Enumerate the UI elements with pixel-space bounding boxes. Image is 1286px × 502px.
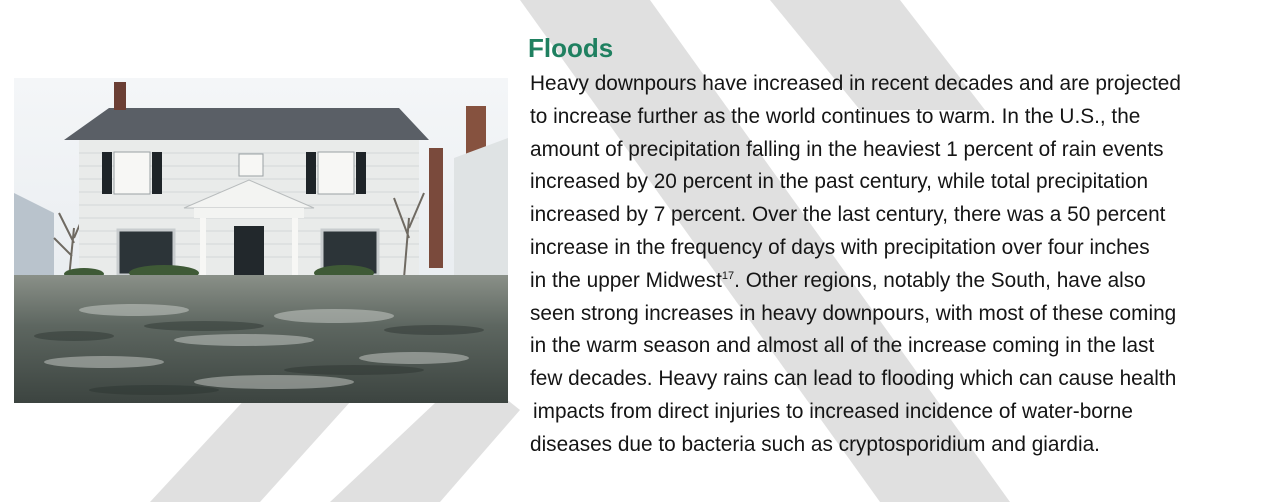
body-line-text: in the upper Midwest (530, 268, 722, 292)
section-body (530, 68, 1270, 462)
body-line (530, 265, 1270, 298)
body-line: increased by 20 percent in the past century, while total precipitation (530, 170, 1149, 194)
section-title: Floods (528, 33, 614, 63)
footnote-ref: 17 (721, 269, 735, 282)
body-line: few decades. Heavy rains can lead to flooding which can cause health (530, 367, 1177, 391)
body-line: diseases due to bacteria such as cryptosporidium and giardia. (530, 432, 1100, 456)
body-line: in the warm season and almost all of the increase coming in the last (530, 334, 1155, 358)
body-line-text: . Other regions, notably the South, have also (734, 268, 1146, 292)
body-line: seen strong increases in heavy downpours, with most of these coming (530, 301, 1177, 325)
body-line: Heavy downpours have increased in recent decades and are projected (530, 72, 1181, 95)
body-line: to increase further as the world continues to warm. In the U.S., the (530, 104, 1141, 128)
body-line: increased by 7 percent. Over the last century, there was a 50 percent (530, 203, 1166, 227)
flooded-house-photo (14, 78, 508, 403)
body-line: amount of precipitation falling in the heaviest 1 percent of rain events (530, 137, 1164, 161)
body-line: impacts from direct injuries to increased incidence of water-borne (533, 399, 1133, 423)
body-line: increase in the frequency of days with precipitation over four inches (530, 235, 1150, 259)
